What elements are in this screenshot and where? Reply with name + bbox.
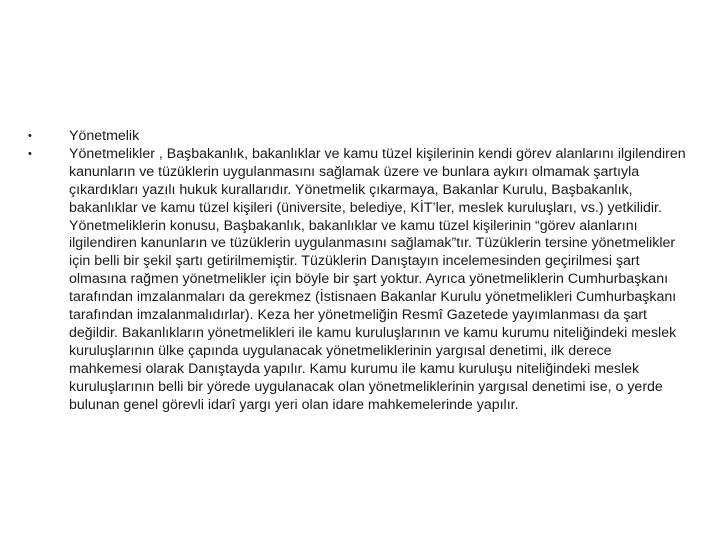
bullet-title-text: Yönetmelik xyxy=(69,128,140,144)
bullet-item-body xyxy=(28,146,688,415)
bullet-icon: • xyxy=(28,130,32,142)
bullet-item-title xyxy=(28,128,688,146)
bullet-icon: • xyxy=(28,147,32,160)
bullet-list xyxy=(28,128,688,415)
bullet-body-text: Yönetmelikler , Başbakanlık, bakanlıklar ve kamu tüzel kişilerinin kendi görev alanlarını ilgilendiren kanunların ve tüzüklerin uygulanmasını sağlamak üzere ve bunlara aykırı olmamak şartıyla çıkardıkları yazılı hukuk kurallarıdır. Yönetmelik çıkarmaya, Bakanlar Kurulu, Başbakanlık, bakanlıklar ve kamu tüzel kişileri (üniversite, belediye, KİT’ler, meslek kuruluşları, vs.) yetkilidir. Yönetmeliklerin konusu, Başbakanlık, bakanlıklar ve kamu tüzel kişilerinin “görev alanlarını ilgilendiren kanunların ve tüzüklerin uygulanmasını sağlamak”tır. Tüzüklerin tersine yönetmelikler için belli bir şekil şartı getirilmemiştir. Tüzüklerin Danıştayın incelemesinden geçirilmesi şart olmasına rağmen yönetmelikler için böyle bir şart yoktur. Ayrıca yönetmeliklerin Cumhurbaşkanı tarafından imzalanmaları da gerekmez (İstisnaen Bakanlar Kurulu yönetmelikleri Cumhurbaşkanı tarafından imzalanmalıdırlar). Keza her yönetmeliğin Resmî Gazetede yayımlanması da şart değildir. Bakanlıkların yönetmelikleri ile kamu kuruluşlarının ve kamu kurumu niteliğindeki meslek kuruluşlarının ülke çapında uygulanacak yönetmeliklerinin yargısal denetimi, ilk derece mahkemesi olarak Danıştayda yapılır. Kamu kurumu ile kamu kuruluşu niteliğindeki meslek kuruluşlarının belli bir yörede uygulanacak olan yönetmeliklerinin yargısal denetimi ise, o yerde bulunan genel görevli idarî yargı yeri olan idare mahkemelerinde yapılır. xyxy=(69,145,686,413)
